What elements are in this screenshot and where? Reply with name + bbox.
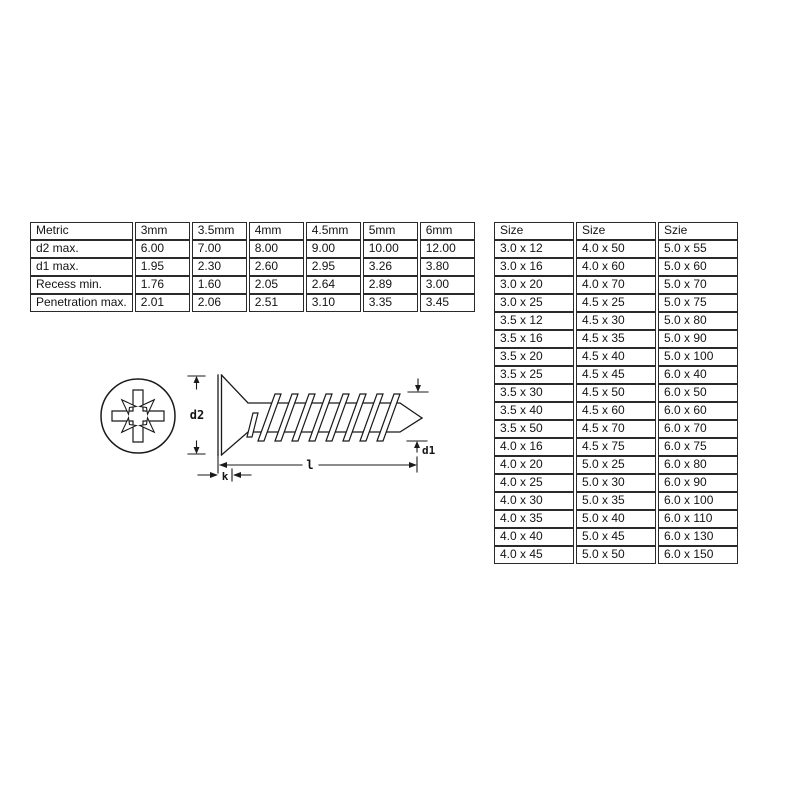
table-cell: 5.0 x 50 [576, 546, 656, 564]
table-row [494, 420, 738, 438]
table-cell: 1.60 [192, 276, 247, 294]
table-cell: d2 max. [30, 240, 133, 258]
table-cell: 5mm [363, 222, 418, 240]
table-cell: 4.0 x 30 [494, 492, 574, 510]
table-cell: 2.64 [306, 276, 361, 294]
table-cell: 2.51 [249, 294, 304, 312]
table-cell: 3.5 x 40 [494, 402, 574, 420]
table-cell: 4.0 x 60 [576, 258, 656, 276]
table-row [30, 294, 475, 312]
table-cell: 5.0 x 70 [658, 276, 738, 294]
table-cell: 10.00 [363, 240, 418, 258]
table-cell: 4.0 x 70 [576, 276, 656, 294]
table-cell: 7.00 [192, 240, 247, 258]
table-cell: 3.45 [420, 294, 475, 312]
table-cell: 3.0 x 20 [494, 276, 574, 294]
table-cell: 5.0 x 90 [658, 330, 738, 348]
table-cell: 5.0 x 35 [576, 492, 656, 510]
table-cell: Recess min. [30, 276, 133, 294]
table-cell: 1.76 [135, 276, 190, 294]
table-cell: 4.0 x 40 [494, 528, 574, 546]
table-cell: 3.5 x 12 [494, 312, 574, 330]
table-cell: 6.0 x 60 [658, 402, 738, 420]
table-cell: 6.00 [135, 240, 190, 258]
table-row [30, 258, 475, 276]
table-cell: 3.35 [363, 294, 418, 312]
table-cell: 6.0 x 75 [658, 438, 738, 456]
table-cell: 6mm [420, 222, 475, 240]
table-cell: 2.05 [249, 276, 304, 294]
table-cell: 5.0 x 60 [658, 258, 738, 276]
dimension-k [198, 469, 251, 483]
table-cell: 6.0 x 40 [658, 366, 738, 384]
table-row [494, 546, 738, 564]
table-row [494, 276, 738, 294]
metric-spec-table [28, 222, 477, 312]
table-cell: 6.0 x 110 [658, 510, 738, 528]
table-row [494, 474, 738, 492]
d1-label: d1 [422, 444, 436, 457]
size-list-table [492, 222, 740, 564]
k-label: k [221, 470, 229, 483]
table-cell: 6.0 x 80 [658, 456, 738, 474]
l-label: l [306, 458, 314, 472]
table-cell: 3.5 x 16 [494, 330, 574, 348]
table-row [30, 240, 475, 258]
table-cell: 4.5 x 30 [576, 312, 656, 330]
table-row [494, 240, 738, 258]
table-cell: 8.00 [249, 240, 304, 258]
table-cell: 3.5 x 20 [494, 348, 574, 366]
table-row [494, 258, 738, 276]
table-row [30, 276, 475, 294]
table-cell: 4.5 x 50 [576, 384, 656, 402]
table-row [494, 348, 738, 366]
table-cell: 5.0 x 40 [576, 510, 656, 528]
table-cell: 6.0 x 50 [658, 384, 738, 402]
table-cell: 4.5 x 40 [576, 348, 656, 366]
table-cell: 4.5 x 45 [576, 366, 656, 384]
table-row [494, 330, 738, 348]
table-cell: 4.0 x 35 [494, 510, 574, 528]
table-cell: 3.0 x 16 [494, 258, 574, 276]
table-cell: 4.5 x 25 [576, 294, 656, 312]
table-cell: Size [576, 222, 656, 240]
table-row [494, 510, 738, 528]
table-cell: 4.0 x 16 [494, 438, 574, 456]
table-row [494, 312, 738, 330]
table-cell: 3.00 [420, 276, 475, 294]
table-cell: 2.89 [363, 276, 418, 294]
table-cell: 5.0 x 100 [658, 348, 738, 366]
table-cell: 2.60 [249, 258, 304, 276]
table-row [494, 492, 738, 510]
table-cell: 4.0 x 50 [576, 240, 656, 258]
table-cell: Metric [30, 222, 133, 240]
table-row [494, 528, 738, 546]
table-cell: 5.0 x 75 [658, 294, 738, 312]
table-cell: 4.5mm [306, 222, 361, 240]
table-cell: 2.01 [135, 294, 190, 312]
table-cell: 2.30 [192, 258, 247, 276]
d2-label: d2 [189, 408, 205, 422]
table-cell: 6.0 x 100 [658, 492, 738, 510]
table-cell: 3.0 x 12 [494, 240, 574, 258]
table-cell: 4mm [249, 222, 304, 240]
table-cell: 5.0 x 45 [576, 528, 656, 546]
table-cell: 2.06 [192, 294, 247, 312]
table-cell: 4.5 x 35 [576, 330, 656, 348]
table-row [494, 384, 738, 402]
table-cell: 3.0 x 25 [494, 294, 574, 312]
table-row [494, 294, 738, 312]
table-cell: 3.5 x 25 [494, 366, 574, 384]
table-cell: 4.5 x 60 [576, 402, 656, 420]
table-cell: d1 max. [30, 258, 133, 276]
table-cell: 5.0 x 30 [576, 474, 656, 492]
table-cell: 3mm [135, 222, 190, 240]
table-cell: 9.00 [306, 240, 361, 258]
table-cell: 2.95 [306, 258, 361, 276]
table-cell: 6.0 x 70 [658, 420, 738, 438]
table-header-row [30, 222, 475, 240]
table-row [494, 366, 738, 384]
table-row [494, 402, 738, 420]
screw-side-view [218, 375, 422, 455]
table-cell: 3.5mm [192, 222, 247, 240]
table-cell: 4.5 x 70 [576, 420, 656, 438]
table-cell: 3.26 [363, 258, 418, 276]
table-cell: 4.0 x 20 [494, 456, 574, 474]
table-cell: 5.0 x 55 [658, 240, 738, 258]
table-cell: 4.0 x 45 [494, 546, 574, 564]
thread-crests [247, 394, 400, 441]
table-cell: 1.95 [135, 258, 190, 276]
dimension-l [218, 455, 417, 473]
table-cell: 5.0 x 25 [576, 456, 656, 474]
table-cell: 3.5 x 50 [494, 420, 574, 438]
screw-technical-drawing [90, 362, 450, 494]
table-cell: 3.5 x 30 [494, 384, 574, 402]
table-header-row [494, 222, 738, 240]
table-cell: 6.0 x 150 [658, 546, 738, 564]
table-cell: 6.0 x 90 [658, 474, 738, 492]
table-cell: 3.10 [306, 294, 361, 312]
table-row [494, 456, 738, 474]
table-cell: 4.0 x 25 [494, 474, 574, 492]
dimension-d2 [188, 376, 205, 454]
table-cell: Size [494, 222, 574, 240]
table-cell: Penetration max. [30, 294, 133, 312]
table-cell: 6.0 x 130 [658, 528, 738, 546]
table-cell: 3.80 [420, 258, 475, 276]
table-row [494, 438, 738, 456]
table-cell: 12.00 [420, 240, 475, 258]
table-cell: 4.5 x 75 [576, 438, 656, 456]
pozidriv-head-front-view [101, 379, 175, 453]
table-cell: 5.0 x 80 [658, 312, 738, 330]
table-cell: Szie [658, 222, 738, 240]
